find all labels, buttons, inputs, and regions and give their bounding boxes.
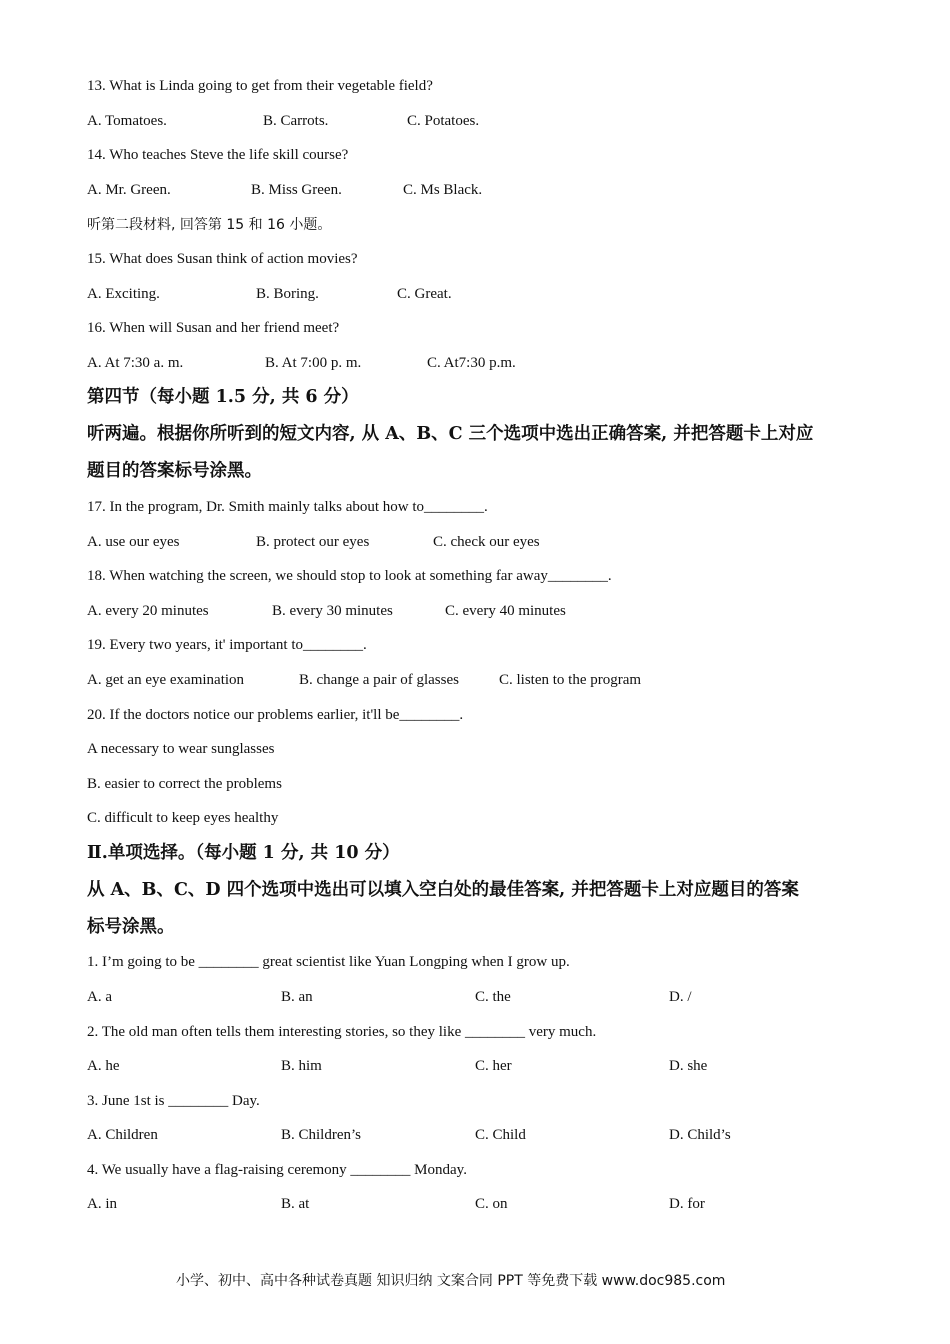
mc1-option-b: B. an <box>281 989 313 1005</box>
q17-option-b: B. protect our eyes <box>256 534 370 550</box>
q18-option-a: A. every 20 minutes <box>87 603 209 619</box>
part-2-title: Ⅱ.单项选择。（每小题 1 分, 共 10 分） <box>87 843 400 863</box>
q15-option-c: C. Great. <box>397 286 452 302</box>
mc1-option-d: D. / <box>669 989 692 1005</box>
q13-option-b: B. Carrots. <box>263 113 329 129</box>
q19-option-b: B. change a pair of glasses <box>299 672 459 688</box>
mc-question-4: 4. We usually have a flag-raising ceremony ________ Monday. <box>87 1162 467 1178</box>
question-18: 18. When watching the screen, we should stop to look at something far away________. <box>87 568 612 584</box>
question-15: 15. What does Susan think of action movies? <box>87 251 358 267</box>
part-4-title: 第四节（每小题 1.5 分, 共 6 分） <box>87 387 359 407</box>
mc3-option-d: D. Child’s <box>669 1127 731 1143</box>
q19-option-c: C. listen to the program <box>499 672 642 688</box>
page-footer: 小学、初中、高中各种试卷真题 知识归纳 文案合同 PPT 等免费下载 www.doc985.com <box>176 1273 726 1289</box>
mc2-option-a: A. he <box>87 1058 120 1074</box>
question-20: 20. If the doctors notice our problems earlier, it'll be________. <box>87 707 464 723</box>
mc4-option-d: D. for <box>669 1196 705 1212</box>
mc4-option-b: B. at <box>281 1196 310 1212</box>
question-16: 16. When will Susan and her friend meet? <box>87 320 340 336</box>
mc2-option-c: C. her <box>475 1058 512 1074</box>
mc-question-3: 3. June 1st is ________ Day. <box>87 1093 260 1109</box>
q14-option-b: B. Miss Green. <box>251 182 342 198</box>
q19-option-a: A. get an eye examination <box>87 672 245 688</box>
question-13: 13. What is Linda going to get from their vegetable field? <box>87 78 433 94</box>
mc2-option-d: D. she <box>669 1058 708 1074</box>
question-14: 14. Who teaches Steve the life skill course? <box>87 147 349 163</box>
q16-option-a: A. At 7:30 a. m. <box>87 355 184 371</box>
q15-option-b: B. Boring. <box>256 286 319 302</box>
q20-option-a: A necessary to wear sunglasses <box>87 741 275 757</box>
mc4-option-a: A. in <box>87 1196 117 1212</box>
mc3-option-c: C. Child <box>475 1127 526 1143</box>
mc-question-2: 2. The old man often tells them interesting stories, so they like ________ very much. <box>87 1024 597 1040</box>
q18-option-c: C. every 40 minutes <box>445 603 566 619</box>
q20-option-c: C. difficult to keep eyes healthy <box>87 810 279 826</box>
q17-option-a: A. use our eyes <box>87 534 180 550</box>
mc1-option-a: A. a <box>87 989 112 1005</box>
q13-option-a: A. Tomatoes. <box>87 113 167 129</box>
q18-option-b: B. every 30 minutes <box>272 603 393 619</box>
part-4-instruction-line-1: 听两遍。根据你所听到的短文内容, 从 A、B、C 三个选项中选出正确答案, 并把答题卡上对应 <box>87 424 814 444</box>
q17-option-c: C. check our eyes <box>433 534 540 550</box>
mc2-option-b: B. him <box>281 1058 322 1074</box>
q15-option-a: A. Exciting. <box>87 286 160 302</box>
question-17: 17. In the program, Dr. Smith mainly talks about how to________. <box>87 499 488 515</box>
part-2-instruction-line-1: 从 A、B、C、D 四个选项中选出可以填入空白处的最佳答案, 并把答题卡上对应题目的答案 <box>87 880 799 900</box>
mc-question-1: 1. I’m going to be ________ great scientist like Yuan Longping when I grow up. <box>87 954 570 970</box>
q14-option-a: A. Mr. Green. <box>87 182 171 198</box>
part-2-instruction-line-2: 标号涂黑。 <box>87 917 175 937</box>
q16-option-b: B. At 7:00 p. m. <box>265 355 362 371</box>
mc3-option-a: A. Children <box>87 1127 158 1143</box>
mc1-option-c: C. the <box>475 989 511 1005</box>
q14-option-c: C. Ms Black. <box>403 182 483 198</box>
section-2-note: 听第二段材料, 回答第 15 和 16 小题。 <box>87 217 332 233</box>
part-4-instruction-line-2: 题目的答案标号涂黑。 <box>87 461 262 481</box>
mc4-option-c: C. on <box>475 1196 508 1212</box>
mc3-option-b: B. Children’s <box>281 1127 362 1143</box>
q20-option-b: B. easier to correct the problems <box>87 776 282 792</box>
q13-option-c: C. Potatoes. <box>407 113 480 129</box>
q16-option-c: C. At7:30 p.m. <box>427 355 516 371</box>
question-19: 19. Every two years, it' important to________. <box>87 637 367 653</box>
